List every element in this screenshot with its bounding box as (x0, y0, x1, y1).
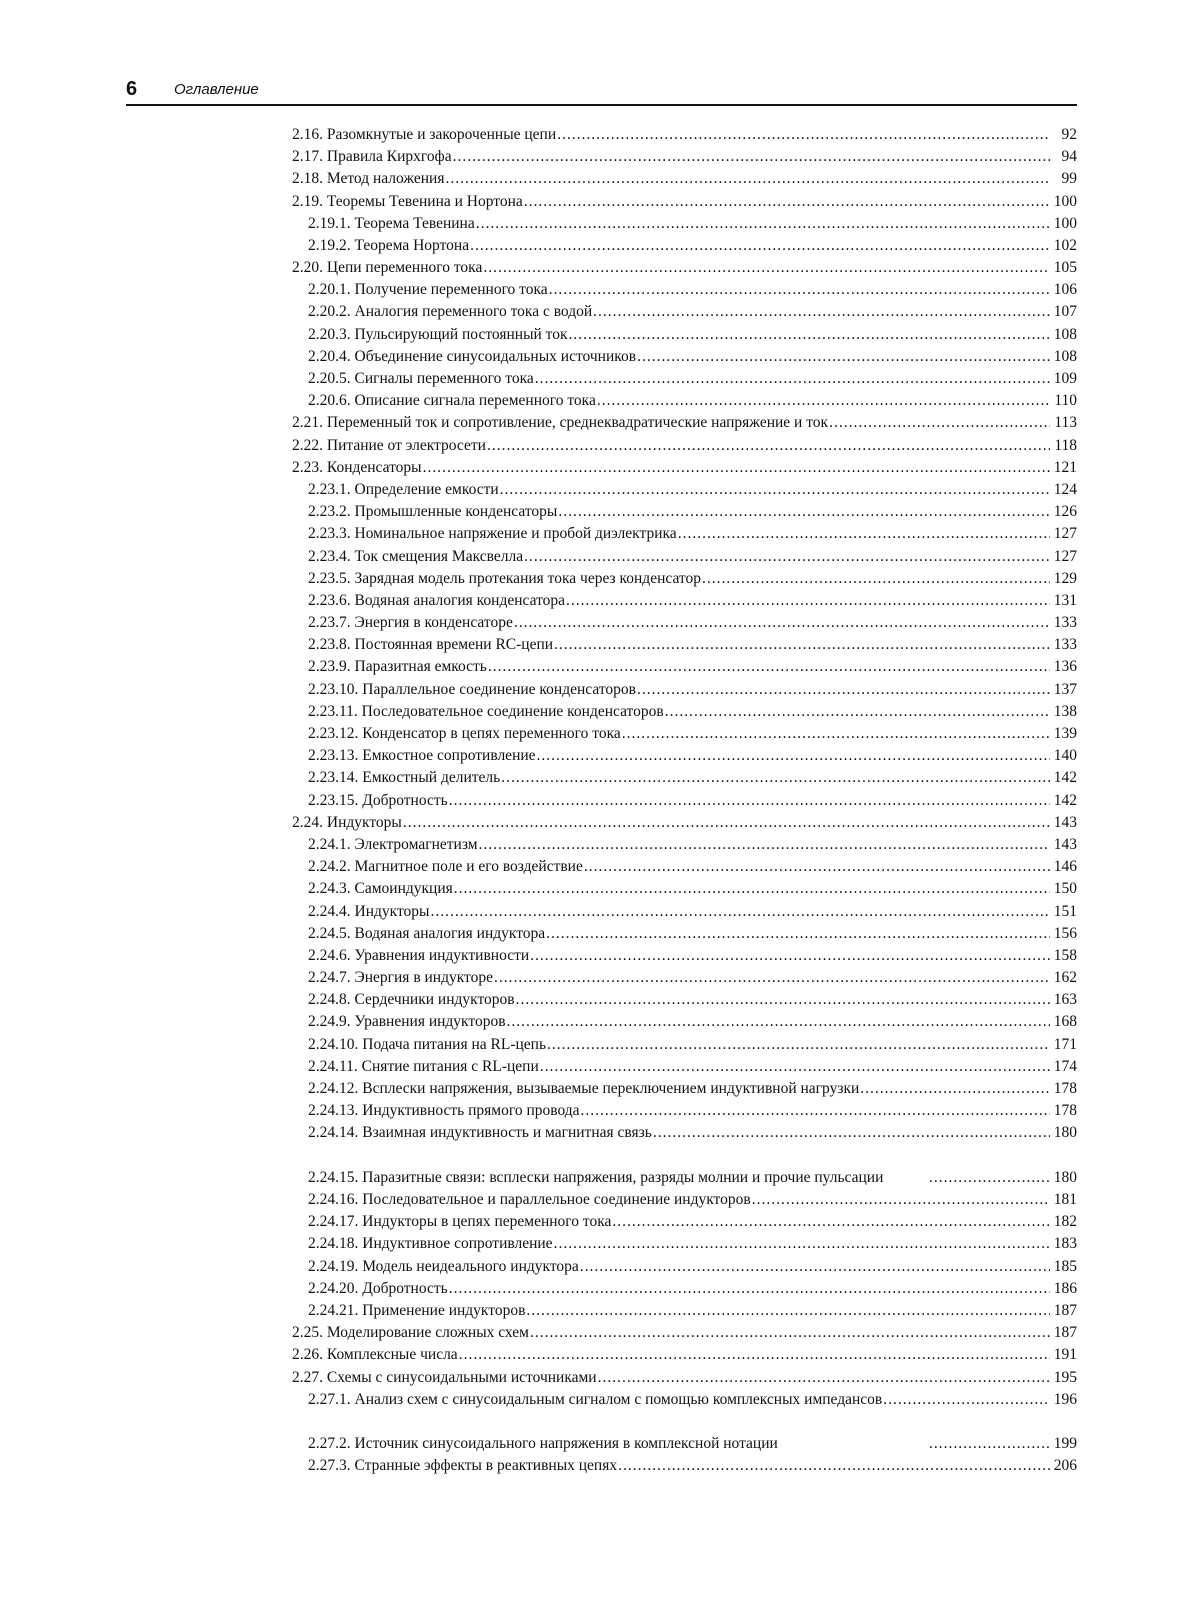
dot-leader (530, 945, 1050, 967)
toc-entry (292, 1122, 1077, 1144)
toc-entry-title: 2.24.18. Индуктивное сопротивление (308, 1235, 553, 1253)
dot-leader (547, 1034, 1050, 1056)
toc-entry-title: 2.27.2. Источник синусоидального напряжения в комплексной нотации (308, 1435, 778, 1453)
toc-entry-title: 2.24.8. Сердечники индукторов (308, 991, 515, 1009)
toc-entry-page: 139 (1053, 725, 1077, 743)
toc-entry (292, 1455, 1077, 1477)
toc-entry-title: 2.20.6. Описание сигнала переменного тока (308, 392, 596, 410)
dot-leader (449, 790, 1050, 812)
toc-entry-page: 151 (1053, 902, 1077, 920)
toc-entry-title: 2.23.5. Зарядная модель протекания тока через конденсатор (308, 569, 701, 587)
toc-entry-title: 2.24.12. Всплески напряжения, вызываемые переключением индуктивной нагрузки (308, 1080, 860, 1098)
toc-entry (292, 1211, 1077, 1233)
toc-entry-page: 146 (1053, 858, 1077, 876)
toc-entry-page: 124 (1053, 480, 1077, 498)
dot-leader (507, 1011, 1050, 1033)
toc-entry-page: 186 (1053, 1279, 1077, 1297)
toc-entry-title: 2.23.6. Водяная аналогия конденсатора (308, 591, 566, 609)
dot-leader (752, 1189, 1050, 1211)
toc-entry-page: 183 (1053, 1235, 1077, 1253)
toc-entry-page: 131 (1053, 591, 1077, 609)
toc-entry (292, 1233, 1077, 1255)
toc-entry (292, 1256, 1077, 1278)
toc-entry-page: 171 (1053, 1035, 1077, 1053)
toc-entry-page: 150 (1053, 880, 1077, 898)
toc-entry (292, 590, 1077, 612)
toc-entry-title: 2.25. Моделирование сложных схем (292, 1324, 529, 1342)
dot-leader (637, 679, 1050, 701)
dot-leader (581, 1100, 1050, 1122)
dot-leader (445, 168, 1050, 190)
toc-entry-page: 180 (1053, 1124, 1077, 1142)
toc-entry-title: 2.24.13. Индуктивность прямого провода (308, 1102, 580, 1120)
dot-leader (423, 457, 1050, 479)
toc-entry-title: 2.24.19. Модель неидеального индуктора (308, 1257, 579, 1275)
toc-entry-title: 2.19.2. Теорема Нортона (308, 236, 470, 254)
toc-entry-title: 2.18. Метод наложения (292, 170, 445, 188)
dot-leader (580, 1256, 1050, 1278)
toc-entry-title: 2.24.2. Магнитное поле и его воздействие (308, 858, 583, 876)
dot-leader (537, 745, 1050, 767)
toc-entry (292, 723, 1077, 745)
toc-entry-title: 2.23.7. Энергия в конденсаторе (308, 614, 513, 632)
toc-entry-title: 2.27. Схемы с синусоидальными источниками (292, 1368, 597, 1386)
dot-leader (829, 412, 1050, 434)
toc-entry-page: 195 (1053, 1368, 1077, 1386)
toc-entry-title: 2.23.2. Промышленные конденсаторы (308, 503, 558, 521)
toc-entry-title: 2.20.1. Получение переменного тока (308, 281, 548, 299)
toc-entry-title: 2.16. Разомкнутые и закороченные цепи (292, 125, 557, 143)
dot-leader (569, 324, 1050, 346)
toc-entry (292, 834, 1077, 856)
toc-entry-page: 142 (1053, 791, 1077, 809)
toc-entry (292, 1367, 1077, 1389)
toc-entry (292, 546, 1077, 568)
toc-entry-page: 196 (1053, 1390, 1077, 1408)
toc-entry-page: 105 (1053, 259, 1077, 277)
toc-entry (292, 457, 1077, 479)
toc-entry-title: 2.24.6. Уравнения индуктивности (308, 946, 530, 964)
toc-entry-title: 2.24.3. Самоиндукция (308, 880, 453, 898)
dot-leader (530, 1322, 1050, 1344)
toc-entry (292, 324, 1077, 346)
toc-entry (292, 989, 1077, 1011)
toc-entry-title: 2.23.11. Последовательное соединение конденсаторов (308, 702, 664, 720)
toc-entry-page: 121 (1053, 458, 1077, 476)
dot-leader (665, 701, 1050, 723)
dot-leader (678, 523, 1050, 545)
toc-entry (292, 1078, 1077, 1100)
toc-entry-page: 126 (1053, 503, 1077, 521)
toc-entry (292, 1100, 1077, 1122)
toc-entry-title: 2.23.9. Паразитная емкость (308, 658, 487, 676)
toc-entry-title: 2.24. Индукторы (292, 813, 402, 831)
toc-entry (292, 390, 1077, 412)
dot-leader (929, 1167, 1050, 1189)
toc-entry (292, 1189, 1077, 1211)
toc-entry-page: 136 (1053, 658, 1077, 676)
dot-leader (526, 1300, 1050, 1322)
dot-leader (500, 479, 1050, 501)
toc-entry-title: 2.22. Питание от электросети (292, 436, 486, 454)
toc-entry (292, 1056, 1077, 1078)
toc-entry-title: 2.24.11. Снятие питания с RL-цепи (308, 1057, 539, 1075)
toc-entry (292, 191, 1077, 213)
dot-leader (514, 612, 1050, 634)
dot-leader (554, 1233, 1050, 1255)
dot-leader (929, 1433, 1050, 1455)
toc-entry-page: 168 (1053, 1013, 1077, 1031)
page-header (126, 78, 1077, 106)
toc-entry (292, 501, 1077, 523)
toc-entry-title: 2.23.10. Параллельное соединение конденсаторов (308, 680, 636, 698)
dot-leader (449, 1278, 1050, 1300)
toc-entry-page: 94 (1061, 148, 1077, 166)
running-title: Оглавление (174, 81, 259, 98)
toc-entry (292, 1344, 1077, 1366)
dot-leader (566, 590, 1050, 612)
toc-entry (292, 679, 1077, 701)
toc-entry (292, 1411, 1077, 1455)
toc-entry-page: 158 (1053, 946, 1077, 964)
dot-leader (476, 213, 1050, 235)
toc-entry-title: 2.20. Цепи переменного тока (292, 259, 483, 277)
toc-entry-title: 2.24.21. Применение индукторов (308, 1301, 526, 1319)
toc-entry-title: 2.20.3. Пульсирующий постоянный ток (308, 325, 568, 343)
toc-entry-title: 2.19. Теоремы Тевенина и Нортона (292, 192, 523, 210)
toc-entry-page: 162 (1053, 969, 1077, 987)
toc-entry-title: 2.24.20. Добротность (308, 1279, 448, 1297)
toc-entry (292, 1300, 1077, 1322)
dot-leader (549, 279, 1050, 301)
toc-entry-page: 108 (1053, 347, 1077, 365)
toc-entry-page: 174 (1053, 1057, 1077, 1075)
dot-leader (454, 878, 1050, 900)
toc-entry-title: 2.24.1. Электромагнетизм (308, 835, 478, 853)
toc-entry-title: 2.27.3. Странные эффекты в реактивных цепях (308, 1457, 618, 1475)
toc-entry (292, 634, 1077, 656)
toc-entry (292, 479, 1077, 501)
dot-leader (494, 967, 1050, 989)
toc-entry-title: 2.24.5. Водяная аналогия индуктора (308, 924, 546, 942)
toc-entry-title: 2.23.8. Постоянная времени RC-цепи (308, 636, 554, 654)
toc-entry (292, 967, 1077, 989)
toc-entry-page: 187 (1053, 1324, 1077, 1342)
toc-entry (292, 878, 1077, 900)
dot-leader (860, 1078, 1050, 1100)
dot-leader (546, 923, 1050, 945)
dot-leader (557, 124, 1050, 146)
toc-entry-title: 2.23.3. Номинальное напряжение и пробой диэлектрика (308, 525, 677, 543)
toc-entry-page: 129 (1053, 569, 1077, 587)
toc-entry-title: 2.23.12. Конденсатор в цепях переменного тока (308, 725, 621, 743)
dot-leader (453, 146, 1050, 168)
dot-leader (483, 257, 1050, 279)
dot-leader (653, 1122, 1050, 1144)
toc-entry-page: 138 (1053, 702, 1077, 720)
toc-entry (292, 745, 1077, 767)
toc-entry-title: 2.26. Комплексные числа (292, 1346, 458, 1364)
toc-entry-page: 206 (1053, 1457, 1077, 1475)
dot-leader (597, 390, 1050, 412)
toc-entry-page: 187 (1053, 1301, 1077, 1319)
toc-entry-title: 2.20.5. Сигналы переменного тока (308, 370, 534, 388)
dot-leader (470, 235, 1050, 257)
toc-entry (292, 523, 1077, 545)
toc-entry-page: 100 (1053, 214, 1077, 232)
toc-entry-page: 191 (1053, 1346, 1077, 1364)
toc-entry (292, 257, 1077, 279)
toc-entry (292, 346, 1077, 368)
toc-entry-page: 180 (1053, 1168, 1077, 1186)
toc-entry-title: 2.19.1. Теорема Тевенина (308, 214, 475, 232)
toc-entry (292, 657, 1077, 679)
toc-entry-page: 143 (1053, 813, 1077, 831)
toc-entry-title: 2.24.16. Последовательное и параллельное соединение индукторов (308, 1191, 751, 1208)
toc-entry-title: 2.24.9. Уравнения индукторов (308, 1013, 506, 1031)
toc-entry (292, 124, 1077, 146)
toc-entry-title: 2.20.2. Аналогия переменного тока с водой (308, 303, 593, 321)
toc-entry (292, 1012, 1077, 1034)
toc-entry-title: 2.23.13. Емкостное сопротивление (308, 747, 536, 765)
toc-entry (292, 235, 1077, 257)
toc-entry (292, 568, 1077, 590)
toc-entry (292, 368, 1077, 390)
toc-entry (292, 1145, 1077, 1189)
dot-leader (593, 301, 1050, 323)
toc-entry-title: 2.24.15. Паразитные связи: всплески напряжения, разряды молнии и прочие пульсации (308, 1168, 884, 1186)
toc-entry-page: 163 (1053, 991, 1077, 1009)
toc-entry (292, 901, 1077, 923)
toc-entry (292, 168, 1077, 190)
toc-entry (292, 435, 1077, 457)
toc-entry (292, 302, 1077, 324)
dot-leader (488, 656, 1050, 678)
toc-entry-title: 2.23.14. Емкостный делитель (308, 769, 501, 787)
toc-entry-page: 199 (1053, 1435, 1077, 1453)
toc-entry-page: 181 (1053, 1191, 1077, 1208)
toc-entry-page: 118 (1054, 436, 1077, 454)
dot-leader (637, 346, 1050, 368)
dot-leader (501, 767, 1050, 789)
dot-leader (558, 501, 1050, 523)
toc-entry-page: 107 (1053, 303, 1077, 321)
toc-entry-page: 133 (1053, 614, 1077, 632)
toc-entry-page: 178 (1053, 1102, 1077, 1120)
dot-leader (540, 1056, 1050, 1078)
toc-entry (292, 1389, 1077, 1411)
toc-entry-page: 140 (1053, 747, 1077, 765)
dot-leader (554, 634, 1050, 656)
page-number: 6 (126, 78, 138, 100)
toc-entry-page: 185 (1053, 1257, 1077, 1275)
toc-entry-title: 2.24.7. Энергия в индукторе (308, 969, 494, 987)
dot-leader (403, 812, 1050, 834)
toc-entry (292, 1278, 1077, 1300)
toc-entry-page: 182 (1053, 1213, 1077, 1231)
table-of-contents (292, 124, 1077, 1477)
toc-entry-page: 110 (1054, 392, 1077, 410)
toc-entry (292, 767, 1077, 789)
toc-entry (292, 213, 1077, 235)
toc-entry-title: 2.24.17. Индукторы в цепях переменного тока (308, 1213, 612, 1231)
toc-entry-page: 108 (1053, 325, 1077, 343)
toc-entry-title: 2.21. Переменный ток и сопротивление, среднеквадратические напряжение и ток (292, 414, 829, 432)
dot-leader (524, 546, 1050, 568)
toc-entry-page: 92 (1061, 125, 1077, 143)
toc-entry-page: 100 (1053, 192, 1077, 210)
toc-entry-page: 113 (1054, 414, 1077, 432)
dot-leader (702, 568, 1050, 590)
toc-entry-page: 156 (1053, 924, 1077, 942)
toc-entry (292, 1322, 1077, 1344)
toc-entry-page: 102 (1053, 236, 1077, 254)
toc-entry-title: 2.23.15. Добротность (308, 791, 448, 809)
dot-leader (618, 1455, 1050, 1477)
toc-entry (292, 790, 1077, 812)
toc-entry-title: 2.24.14. Взаимная индуктивность и магнитная связь (308, 1124, 652, 1142)
toc-entry-page: 137 (1053, 680, 1077, 698)
toc-entry-page: 127 (1053, 547, 1077, 565)
toc-entry (292, 146, 1077, 168)
toc-entry-page: 127 (1053, 525, 1077, 543)
toc-entry (292, 279, 1077, 301)
toc-entry (292, 412, 1077, 434)
toc-entry-page: 178 (1053, 1080, 1077, 1098)
dot-leader (430, 901, 1050, 923)
dot-leader (883, 1389, 1050, 1411)
toc-entry (292, 1034, 1077, 1056)
dot-leader (612, 1211, 1050, 1233)
dot-leader (535, 368, 1050, 390)
toc-entry (292, 701, 1077, 723)
toc-entry (292, 945, 1077, 967)
toc-entry-title: 2.23.4. Ток смещения Максвелла (308, 547, 524, 565)
toc-entry-title: 2.20.4. Объединение синусоидальных источников (308, 347, 637, 365)
toc-entry-page: 109 (1053, 370, 1077, 388)
dot-leader (487, 435, 1050, 457)
dot-leader (479, 834, 1050, 856)
toc-entry-title: 2.24.4. Индукторы (308, 902, 430, 920)
dot-leader (524, 191, 1050, 213)
dot-leader (459, 1344, 1050, 1366)
dot-leader (622, 723, 1050, 745)
toc-entry-page: 99 (1061, 170, 1077, 188)
toc-entry (292, 812, 1077, 834)
dot-leader (598, 1367, 1050, 1389)
toc-entry-title: 2.17. Правила Кирхгофа (292, 148, 452, 166)
toc-entry (292, 923, 1077, 945)
toc-entry (292, 612, 1077, 634)
toc-entry-page: 142 (1053, 769, 1077, 787)
toc-entry-title: 2.23.1. Определение емкости (308, 480, 499, 498)
toc-entry-page: 143 (1053, 835, 1077, 853)
toc-entry-title: 2.23. Конденсаторы (292, 458, 422, 476)
toc-entry-page: 106 (1053, 281, 1077, 299)
toc-entry (292, 856, 1077, 878)
toc-entry-title: 2.27.1. Анализ схем с синусоидальным сигналом с помощью комплексных импедансов (308, 1390, 883, 1408)
toc-entry-title: 2.24.10. Подача питания на RL-цепь (308, 1035, 547, 1053)
toc-entry-page: 133 (1053, 636, 1077, 654)
dot-leader (584, 856, 1050, 878)
dot-leader (516, 989, 1050, 1011)
